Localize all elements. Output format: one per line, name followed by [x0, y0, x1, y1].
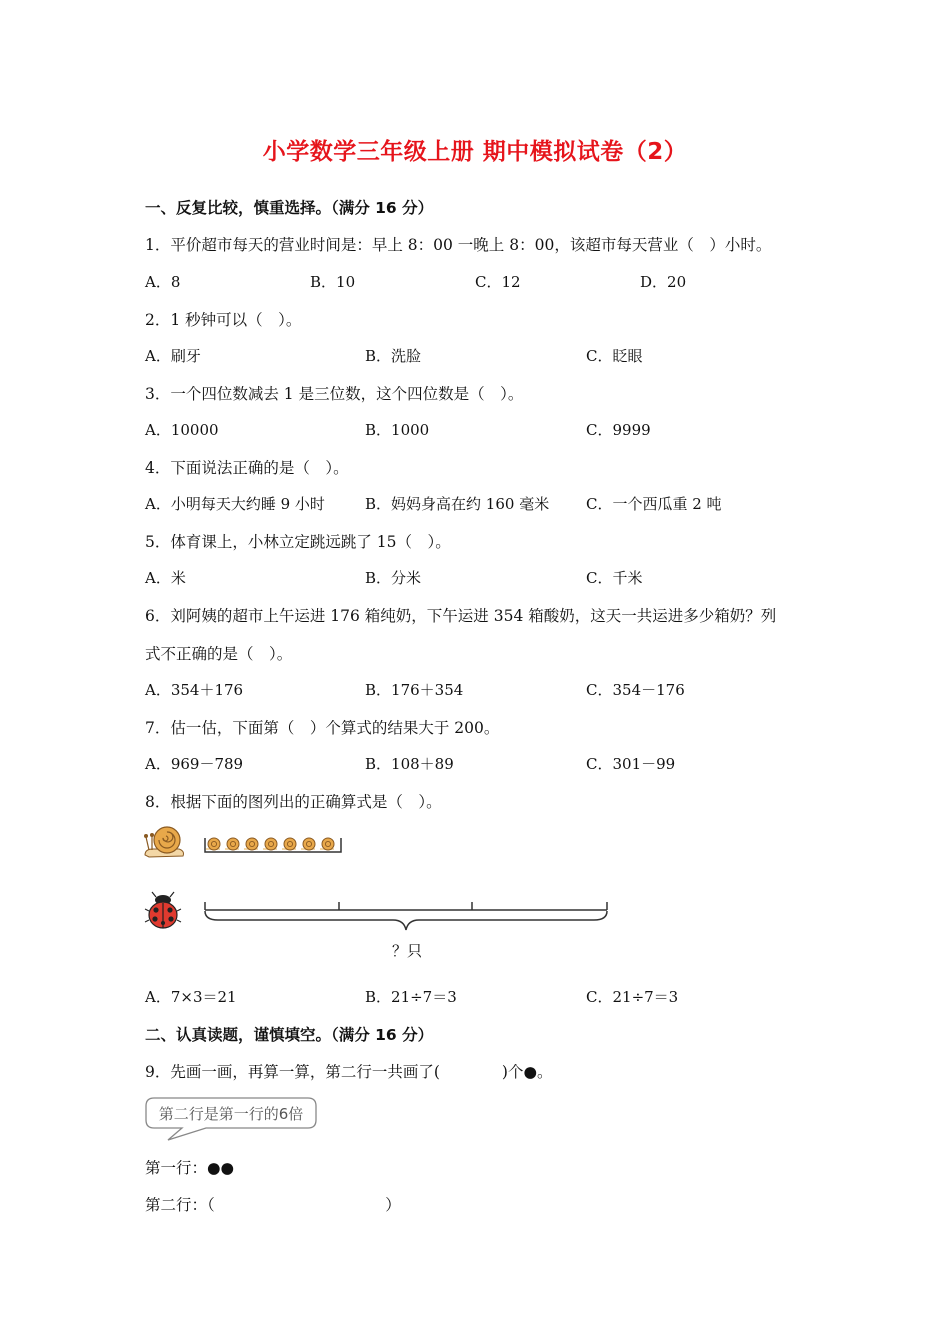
row-1-line [145, 1156, 234, 1178]
ladybug-icon [144, 891, 182, 931]
q3-option-a[interactable]: A．10000 [145, 421, 219, 439]
q5-option-c[interactable]: C．千米 [586, 569, 643, 587]
mini-snail-icon [301, 838, 315, 850]
mini-snail-icon [263, 838, 277, 850]
q6-option-c[interactable]: C．354－176 [586, 681, 685, 699]
mini-snail-icon [244, 838, 258, 850]
q7-option-a[interactable]: A．969－789 [145, 755, 244, 773]
page-title: 小学数学三年级上册 期中模拟试卷（2） [262, 139, 688, 165]
question-8: 8．根据下面的图列出的正确算式是（ ）。 [145, 793, 442, 811]
q5-option-a[interactable]: A．米 [145, 569, 186, 587]
q4-option-c[interactable]: C．一个西瓜重 2 吨 [586, 495, 722, 513]
q1-option-a[interactable]: A．8 [145, 273, 181, 291]
question-7: 7．估一估，下面第（ ）个算式的结果大于 200。 [145, 719, 500, 737]
q1-option-c[interactable]: C．12 [475, 273, 521, 291]
question-6-line-2: 式不正确的是（ ）。 [145, 645, 293, 663]
q6-option-b[interactable]: B．176＋354 [365, 681, 464, 699]
question-6-line-1: 6．刘阿姨的超市上午运进 176 箱纯奶，下午运进 354 箱酸奶，这天一共运进多少箱奶？列 [145, 607, 777, 625]
q7-option-c[interactable]: C．301－99 [586, 755, 676, 773]
snail-row-figure [204, 834, 344, 856]
question-1: 1．平价超市每天的营业时间是：早上 8：00 一晚上 8：00，该超市每天营业（ ）小时。 [145, 236, 772, 254]
question-9: 9．先画一画，再算一算，第二行一共画了( )个●。 [145, 1063, 553, 1081]
mini-snail-icon [282, 838, 296, 850]
q2-option-b[interactable]: B．洗脸 [365, 347, 422, 365]
brace-label: ？只 [392, 942, 423, 960]
q1-option-b[interactable]: B．10 [310, 273, 356, 291]
q3-option-c[interactable]: C．9999 [586, 421, 651, 439]
speech-bubble [144, 1096, 320, 1142]
row-1-label: 第一行： [145, 1159, 208, 1177]
q3-option-b[interactable]: B．1000 [365, 421, 430, 439]
q6-option-a[interactable]: A．354＋176 [145, 681, 244, 699]
question-5: 5．体育课上，小林立定跳远跳了 15（ ）。 [145, 533, 451, 551]
segment-brace-figure [200, 898, 612, 940]
row-1-dots: ●● [207, 1159, 235, 1177]
mini-snail-icon [206, 838, 220, 850]
q2-option-c[interactable]: C．眨眼 [586, 347, 643, 365]
q8-option-b[interactable]: B．21÷7＝3 [365, 988, 457, 1006]
q5-option-b[interactable]: B．分米 [365, 569, 422, 587]
q2-option-a[interactable]: A．刷牙 [145, 347, 201, 365]
row-2-answer-line[interactable]: 第二行：（ ） [145, 1196, 401, 1214]
q4-option-a[interactable]: A．小明每天大约睡 9 小时 [145, 495, 325, 513]
mini-snail-icon [225, 838, 239, 850]
question-2: 2．1 秒钟可以（ ）。 [145, 311, 302, 329]
question-3: 3．一个四位数减去 1 是三位数，这个四位数是（ ）。 [145, 385, 524, 403]
speech-bubble-text: 第二行是第一行的6倍 [158, 1105, 304, 1123]
snail-icon [143, 823, 185, 859]
mini-snail-icon [320, 838, 334, 850]
q7-option-b[interactable]: B．108＋89 [365, 755, 454, 773]
q8-option-a[interactable]: A．7×3＝21 [145, 988, 237, 1006]
q8-option-c[interactable]: C．21÷7＝3 [586, 988, 679, 1006]
section-1-heading: 一、反复比较，慎重选择。（满分 16 分） [145, 199, 434, 217]
question-4: 4．下面说法正确的是（ ）。 [145, 459, 349, 477]
q1-option-d[interactable]: D．20 [640, 273, 687, 291]
section-2-heading: 二、认真读题，谨慎填空。（满分 16 分） [145, 1026, 434, 1044]
q4-option-b[interactable]: B．妈妈身高在约 160 毫米 [365, 495, 550, 513]
